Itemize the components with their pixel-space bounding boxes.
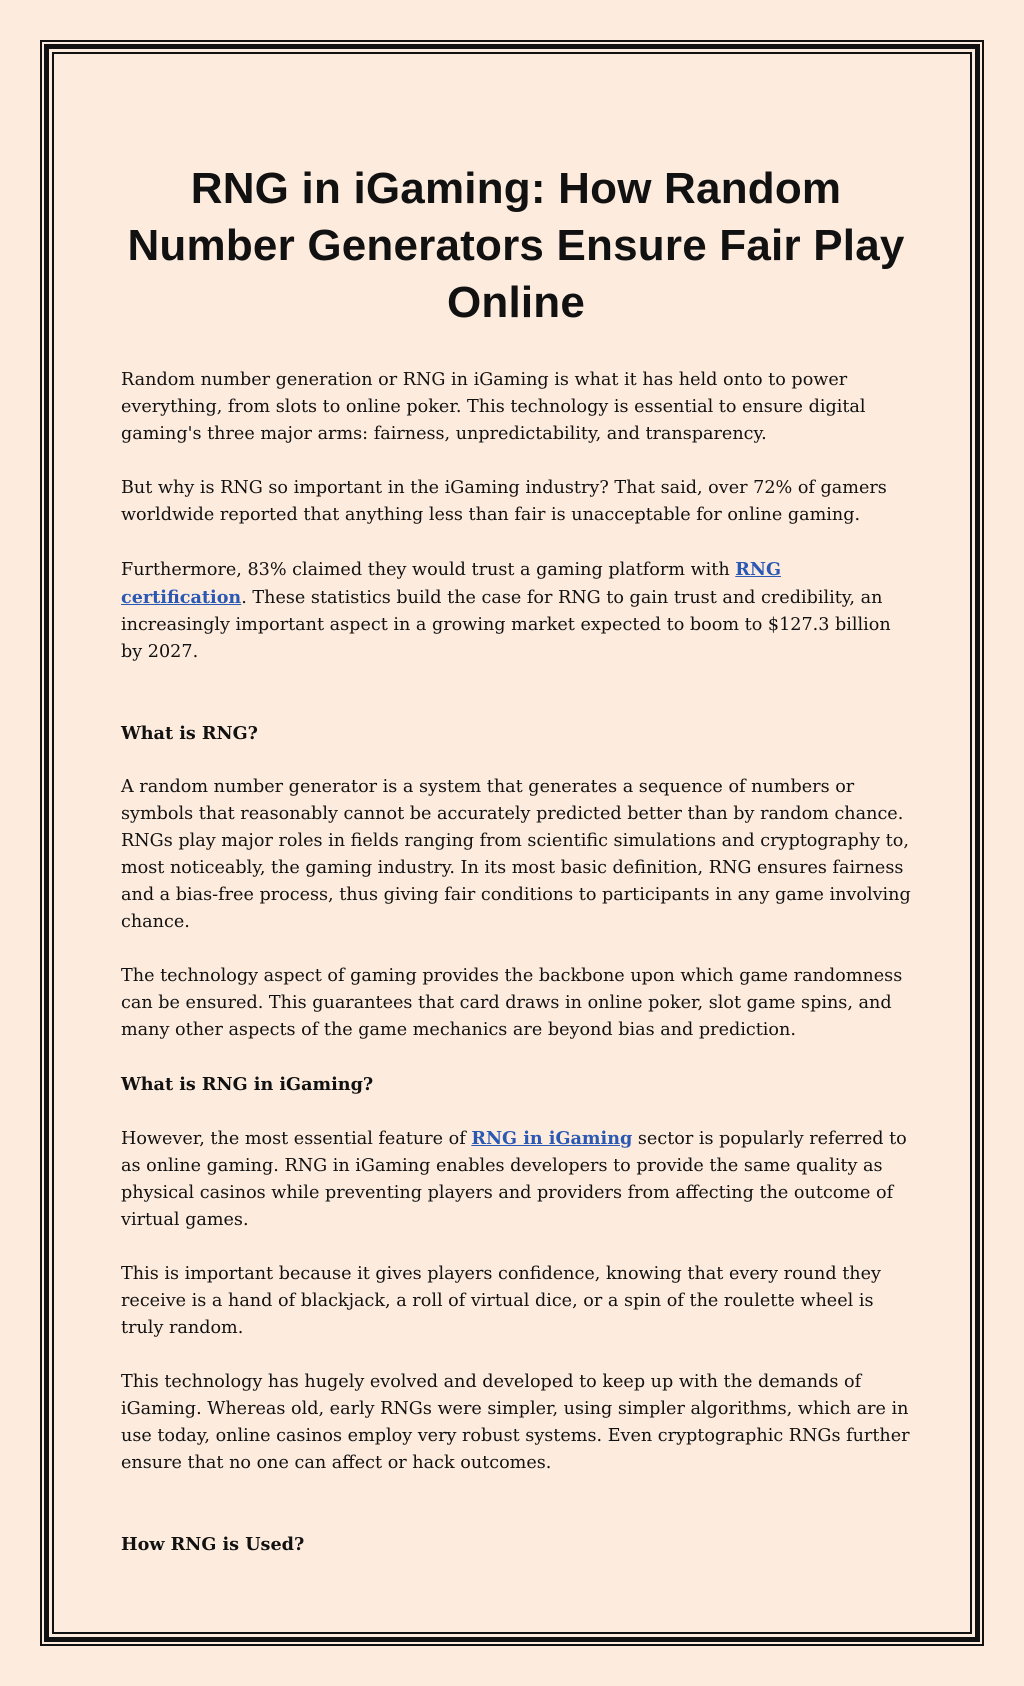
igaming-text-before: However, the most essential feature of (121, 1129, 472, 1149)
certification-text-before: Furthermore, 83% claimed they would trust a gaming platform with (121, 560, 736, 580)
intro-paragraph: Random number generation or RNG in iGaming is what it has held onto to power everything, from slots to online poker. This technology is essential to ensure digital gaming's three major arms: fairness, unpredictability, and transparency. (121, 370, 866, 444)
rng-certification-link[interactable]: RNG certification (121, 559, 781, 608)
confidence-paragraph: This is important because it gives players confidence, knowing that every round they receive is a hand of blackjack, a roll of virtual dice, or a spin of the roulette wheel is truly random. (121, 1264, 881, 1338)
igaming-text-after: sector is popularly referred to as online gaming. RNG in iGaming enables developers to provide the same quality as physical casinos while preventing players and providers from affecting the outcome of virtual games. (121, 1129, 907, 1230)
rng-in-igaming-link[interactable]: RNG in iGaming (471, 1128, 633, 1149)
heading-how-rng-is-used: How RNG is Used? (121, 1534, 305, 1555)
certification-text-after: . These statistics build the case for RNG to gain trust and credibility, an increasingly important aspect in a growing market expected to boom to $127.3 billion by 2027. (121, 588, 891, 662)
article (121, 160, 911, 1585)
technology-paragraph: The technology aspect of gaming provides the backbone upon which game randomness can be ensured. This guarantees that card draws in online poker, slot game spins, and many other aspects of the game mechanics are beyond bias and prediction. (121, 966, 903, 1040)
igaming-paragraph (121, 1125, 911, 1234)
rng-definition-paragraph: A random number generator is a system that generates a sequence of numbers or symbols that reasonably cannot be accurately predicted better than by random chance. RNGs play major roles in fields ranging from scientific simulations and cryptography to, most noticeably, the gaming industry. In its most basic definition, RNG ensures fairness and a bias-free process, thus giving fair conditions to participants in any game involving chance. (121, 777, 911, 932)
heading-what-is-rng: What is RNG? (121, 723, 258, 744)
evolution-paragraph: This technology has hugely evolved and developed to keep up with the demands of iGaming. Whereas old, early RNGs were simpler, using simpler algorithms, which are in use today, online casinos employ very robust systems. Even cryptographic RNGs further ensure that no one can affect or hack outcomes. (121, 1372, 910, 1473)
certification-paragraph (121, 556, 911, 666)
heading-rng-in-igaming: What is RNG in iGaming? (121, 1074, 374, 1095)
article-title: RNG in iGaming: How Random Number Generators Ensure Fair Play Online (127, 164, 905, 327)
statistics-paragraph: But why is RNG so important in the iGaming industry? That said, over 72% of gamers worldwide reported that anything less than fair is unacceptable for online gaming. (121, 478, 887, 525)
